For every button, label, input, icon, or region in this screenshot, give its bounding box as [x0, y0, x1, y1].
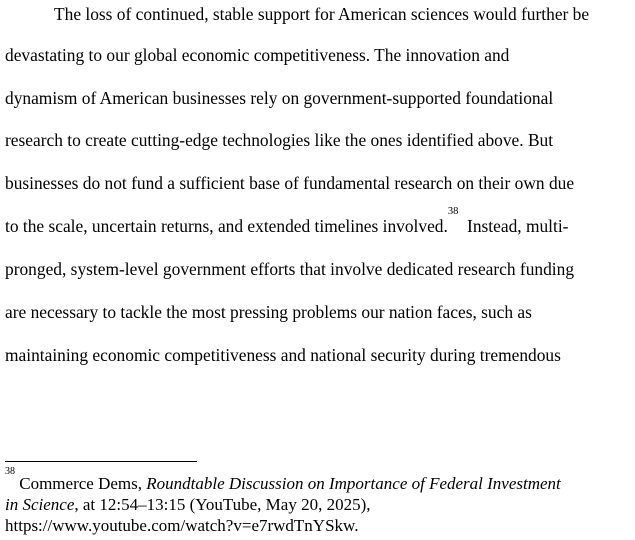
footnote-line-1 [5, 466, 561, 494]
paragraph-line-8: are necessary to tackle the most pressing problems our nation faces, such as [5, 302, 532, 322]
paragraph-line-6-text: to the scale, uncertain returns, and extended timelines involved. [5, 216, 448, 236]
paragraph-line-6-continuation: Instead, multi- [458, 216, 569, 236]
footnote-title: Roundtable Discussion on Importance of Federal Investment [146, 474, 561, 493]
footnote-author: Commerce Dems, [15, 474, 147, 493]
footnote-line-2 [5, 495, 371, 515]
paragraph-line-7: pronged, system-level government efforts that involve dedicated research funding [5, 259, 575, 279]
footnote-details: , at 12:54–13:15 (YouTube, May 20, 2025), [74, 495, 371, 514]
paragraph-line-4: research to create cutting-edge technologies like the ones identified above. But [5, 130, 554, 150]
footnote-separator [5, 461, 197, 462]
footnote-title-continued: in Science [5, 495, 75, 514]
footnote-url[interactable]: https://www.youtube.com/watch?v=e7rwdTnYSkw. [5, 516, 359, 535]
paragraph-line-5: businesses do not fund a sufficient base of fundamental research on their own due [5, 173, 575, 193]
paragraph-line-2: devastating to our global economic competitiveness. The innovation and [5, 45, 510, 65]
paragraph-line-9: maintaining economic competitiveness and national security during tremendous [5, 345, 561, 365]
paragraph-line-6 [5, 206, 569, 237]
footnote-number: 38 [5, 466, 15, 477]
paragraph-line-1: The loss of continued, stable support for American sciences would further be [54, 4, 590, 24]
footnote-reference[interactable]: 38 [447, 206, 459, 217]
paragraph-line-3: dynamism of American businesses rely on government-supported foundational [5, 88, 554, 108]
